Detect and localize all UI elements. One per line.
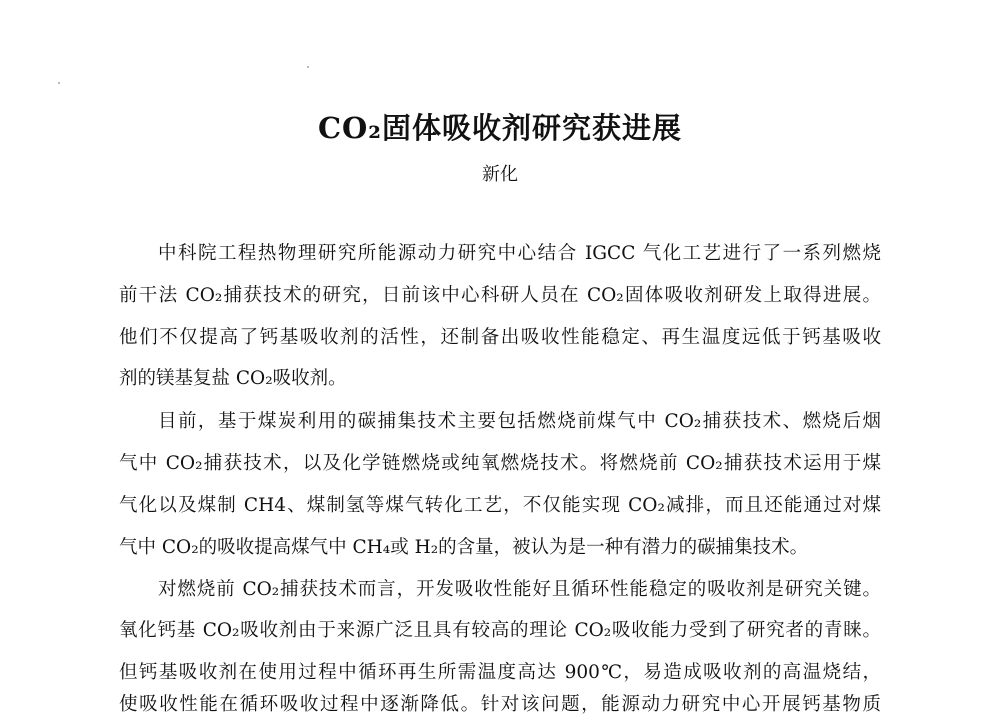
scan-speck bbox=[58, 82, 60, 84]
paragraph-1-line-2: 前干法 CO₂捕获技术的研究，日前该中心科研人员在 CO₂固体吸收剂研发上取得进展。 bbox=[119, 285, 881, 306]
paragraph-2-line-1: 目前，基于煤炭利用的碳捕集技术主要包括燃烧前煤气中 CO₂捕获技术、燃烧后烟 bbox=[158, 411, 881, 432]
paragraph-1-line-4: 剂的镁基复盐 CO₂吸收剂。 bbox=[119, 368, 347, 389]
paragraph-2-line-2: 气中 CO₂捕获技术，以及化学链燃烧或纯氧燃烧技术。将燃烧前 CO₂捕获技术运用于煤 bbox=[119, 453, 881, 474]
paragraph-1-line-3: 他们不仅提高了钙基吸收剂的活性，还制备出吸收性能稳定、再生温度远低于钙基吸收 bbox=[119, 327, 881, 348]
paragraph-1-line-1: 中科院工程热物理研究所能源动力研究中心结合 IGCC 气化工艺进行了一系列燃烧 bbox=[158, 243, 881, 264]
paragraph-3-line-3: 但钙基吸收剂在使用过程中循环再生所需温度高达 900℃，易造成吸收剂的高温烧结， bbox=[119, 662, 881, 683]
scan-speck bbox=[307, 66, 309, 68]
paragraph-2-line-4: 气中 CO₂的吸收提高煤气中 CH₄或 H₂的含量，被认为是一种有潜力的碳捕集技术。 bbox=[119, 537, 809, 558]
paragraph-3-line-1: 对燃烧前 CO₂捕获技术而言，开发吸收性能好且循环性能稳定的吸收剂是研究关键。 bbox=[158, 579, 881, 600]
paragraph-3-line-2: 氧化钙基 CO₂吸收剂由于来源广泛且具有较高的理论 CO₂吸收能力受到了研究者的青睐。 bbox=[119, 620, 881, 641]
article-author: 新化 bbox=[482, 164, 518, 185]
article-title: CO₂固体吸收剂研究获进展 bbox=[317, 111, 683, 145]
paragraph-3-line-4: 使吸收性能在循环吸收过程中逐渐降低。针对该问题，能源动力研究中心开展钙基物质 bbox=[119, 694, 881, 715]
paragraph-2-line-3: 气化以及煤制 CH4、煤制氢等煤气转化工艺，不仅能实现 CO₂减排，而且还能通过对煤 bbox=[119, 495, 881, 516]
